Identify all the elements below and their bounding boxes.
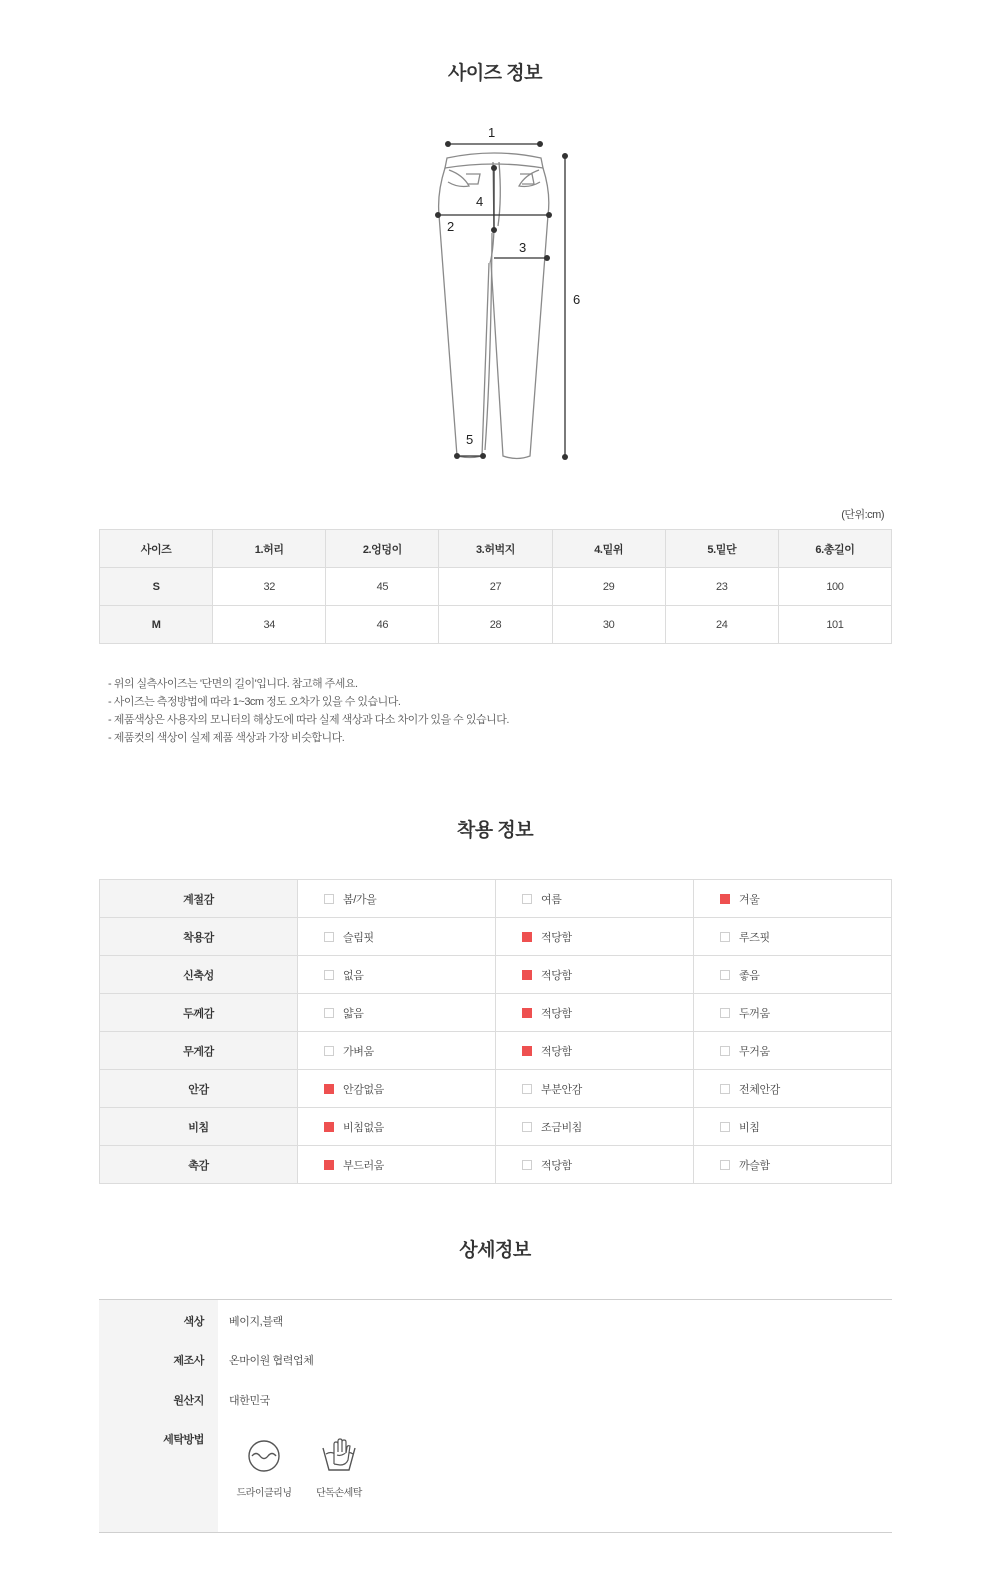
checkbox-unchecked: [720, 1046, 730, 1056]
table-row: [100, 606, 892, 644]
fit-option-label: 부분안감: [541, 1083, 582, 1096]
fit-option: [298, 1146, 496, 1184]
checkbox-checked: [720, 894, 730, 904]
size-section-title: 사이즈 정보: [447, 63, 543, 84]
table-row: [100, 1146, 892, 1184]
measurement-lines: [438, 144, 565, 457]
unit-note: (단위:cm): [841, 509, 884, 521]
fit-option-label: 봄/가을: [343, 893, 377, 906]
checkbox-unchecked: [720, 1008, 730, 1018]
detail-row-origin: [99, 1392, 892, 1412]
detail-label: 제조사: [173, 1355, 204, 1367]
detail-label: 색상: [183, 1316, 204, 1328]
fit-option-label: 전체안감: [739, 1083, 780, 1096]
checkbox-unchecked: [720, 932, 730, 942]
checkbox-unchecked: [324, 894, 334, 904]
fit-option-label: 안감없음: [343, 1083, 384, 1096]
size-cell: 46: [326, 606, 439, 644]
size-cell: 29: [552, 568, 665, 606]
fit-table: [99, 879, 892, 1184]
detail-row-maker: [99, 1352, 892, 1372]
fit-option-label: 두꺼움: [739, 1007, 770, 1020]
wash-label: 단독손세탁: [316, 1488, 362, 1499]
fit-option-label: 무거움: [739, 1045, 770, 1058]
note-item: - 사이즈는 측정방법에 따라 1~3cm 정도 오차가 있을 수 있습니다.: [108, 696, 401, 708]
size-header-cell: 사이즈: [100, 530, 213, 568]
size-cell: 100: [778, 568, 891, 606]
fit-option-label: 없음: [343, 969, 364, 982]
detail-info-box: [99, 1299, 892, 1533]
fit-option: [694, 1032, 892, 1070]
fit-option-label: 겨울: [739, 893, 760, 906]
size-cell: 32: [213, 568, 326, 606]
size-table: [99, 529, 892, 644]
diagram-label-5: 5: [466, 432, 474, 447]
fit-option: [694, 994, 892, 1032]
size-header-cell: 5.밑단: [665, 530, 778, 568]
checkbox-checked: [324, 1122, 334, 1132]
note-item: - 위의 실측사이즈는 '단면의 길이'입니다. 참고해 주세요.: [108, 678, 358, 690]
fit-category: 무게감: [100, 1032, 298, 1070]
wash-item-dry-clean: [229, 1438, 299, 1499]
hand-wash-icon: [320, 1438, 358, 1474]
fit-option: [298, 880, 496, 918]
fit-category: 촉감: [100, 1146, 298, 1184]
detail-section-title: 상세정보: [459, 1240, 531, 1261]
fit-option-label: 까슬함: [739, 1159, 770, 1172]
diagram-label-3: 3: [519, 240, 527, 255]
size-header-cell: 2.엉덩이: [326, 530, 439, 568]
detail-value: 베이지,블랙: [229, 1316, 283, 1328]
fit-option-label: 얇음: [343, 1007, 364, 1020]
fit-option: [298, 1070, 496, 1108]
fit-option-label: 적당함: [541, 1007, 572, 1020]
fit-option: [694, 918, 892, 956]
size-header-cell: 6.총길이: [778, 530, 891, 568]
fit-category: 계절감: [100, 880, 298, 918]
checkbox-checked: [522, 1046, 532, 1056]
fit-option: [496, 918, 694, 956]
size-header-cell: 4.밑위: [552, 530, 665, 568]
size-table-header: [100, 530, 892, 568]
fit-section-title: 착용 정보: [456, 820, 534, 841]
size-cell: 30: [552, 606, 665, 644]
checkbox-unchecked: [720, 1084, 730, 1094]
checkbox-checked: [522, 1008, 532, 1018]
checkbox-checked: [324, 1084, 334, 1094]
note-item: - 제품컷의 색상이 실제 제품 색상과 가장 비슷합니다.: [108, 732, 345, 744]
pants-measurement-diagram: [420, 118, 600, 470]
table-row: [100, 918, 892, 956]
table-row: [100, 880, 892, 918]
fit-option: [298, 956, 496, 994]
fit-option: [298, 1108, 496, 1146]
size-header-cell: 1.허리: [213, 530, 326, 568]
size-cell: 45: [326, 568, 439, 606]
fit-category: 비침: [100, 1108, 298, 1146]
note-item: - 제품색상은 사용자의 모니터의 해상도에 따라 실제 색상과 다소 차이가 있을 수 있습니다.: [108, 714, 509, 726]
detail-label: 세탁방법: [163, 1434, 204, 1446]
table-row: [100, 994, 892, 1032]
detail-row-wash: [99, 1431, 892, 1451]
size-row-label: S: [100, 568, 213, 606]
checkbox-unchecked: [720, 1122, 730, 1132]
diagram-label-6: 6: [573, 292, 581, 307]
fit-option-label: 적당함: [541, 1159, 572, 1172]
size-row-label: M: [100, 606, 213, 644]
fit-option: [496, 880, 694, 918]
fit-option-label: 비침: [739, 1121, 760, 1134]
fit-option: [496, 1032, 694, 1070]
checkbox-unchecked: [720, 1160, 730, 1170]
checkbox-unchecked: [522, 1084, 532, 1094]
diagram-label-4: 4: [476, 194, 484, 209]
table-row: [100, 568, 892, 606]
table-row: [100, 956, 892, 994]
fit-option: [694, 1070, 892, 1108]
fit-category: 신축성: [100, 956, 298, 994]
fit-option-label: 적당함: [541, 969, 572, 982]
fit-option: [694, 956, 892, 994]
dry-clean-icon: [246, 1438, 282, 1474]
fit-option: [496, 1108, 694, 1146]
checkbox-unchecked: [324, 1008, 334, 1018]
table-row: [100, 1070, 892, 1108]
fit-option-label: 적당함: [541, 1045, 572, 1058]
fit-category: 안감: [100, 1070, 298, 1108]
fit-option-label: 비침없음: [343, 1121, 384, 1134]
diagram-label-1: 1: [488, 125, 496, 140]
fit-option: [694, 1146, 892, 1184]
size-cell: 24: [665, 606, 778, 644]
fit-category: 두께감: [100, 994, 298, 1032]
fit-option-label: 여름: [541, 893, 562, 906]
size-cell: 28: [439, 606, 552, 644]
detail-label: 원산지: [173, 1395, 204, 1407]
detail-label-column: [99, 1300, 218, 1532]
fit-option-label: 슬림핏: [343, 931, 374, 944]
fit-option: [298, 1032, 496, 1070]
checkbox-unchecked: [324, 1046, 334, 1056]
fit-option-label: 부드러움: [343, 1159, 384, 1172]
checkbox-unchecked: [522, 1122, 532, 1132]
fit-option: [496, 956, 694, 994]
fit-option: [496, 1146, 694, 1184]
checkbox-checked: [522, 932, 532, 942]
fit-option-label: 루즈핏: [739, 931, 770, 944]
fit-option: [298, 918, 496, 956]
checkbox-unchecked: [324, 932, 334, 942]
fit-option: [298, 994, 496, 1032]
checkbox-unchecked: [720, 970, 730, 980]
fit-option-label: 조금비침: [541, 1121, 582, 1134]
detail-value: 대한민국: [229, 1395, 270, 1407]
fit-option: [496, 994, 694, 1032]
detail-value: 온마이원 협력업체: [229, 1355, 314, 1367]
checkbox-unchecked: [522, 1160, 532, 1170]
checkbox-unchecked: [522, 894, 532, 904]
size-header-cell: 3.허벅지: [439, 530, 552, 568]
fit-category: 착용감: [100, 918, 298, 956]
fit-option: [694, 880, 892, 918]
size-cell: 27: [439, 568, 552, 606]
wash-label: 드라이클리닝: [236, 1488, 292, 1499]
wash-item-hand-wash: [304, 1438, 374, 1499]
detail-row-color: [99, 1313, 892, 1333]
table-row: [100, 1032, 892, 1070]
fit-option-label: 좋음: [739, 969, 760, 982]
size-cell: 34: [213, 606, 326, 644]
fit-option: [496, 1070, 694, 1108]
checkbox-checked: [324, 1160, 334, 1170]
checkbox-unchecked: [324, 970, 334, 980]
size-notes: [108, 675, 509, 747]
size-cell: 23: [665, 568, 778, 606]
fit-option: [694, 1108, 892, 1146]
table-row: [100, 1108, 892, 1146]
diagram-label-2: 2: [447, 219, 455, 234]
fit-option-label: 적당함: [541, 931, 572, 944]
checkbox-checked: [522, 970, 532, 980]
fit-option-label: 가벼움: [343, 1045, 374, 1058]
size-cell: 101: [778, 606, 891, 644]
